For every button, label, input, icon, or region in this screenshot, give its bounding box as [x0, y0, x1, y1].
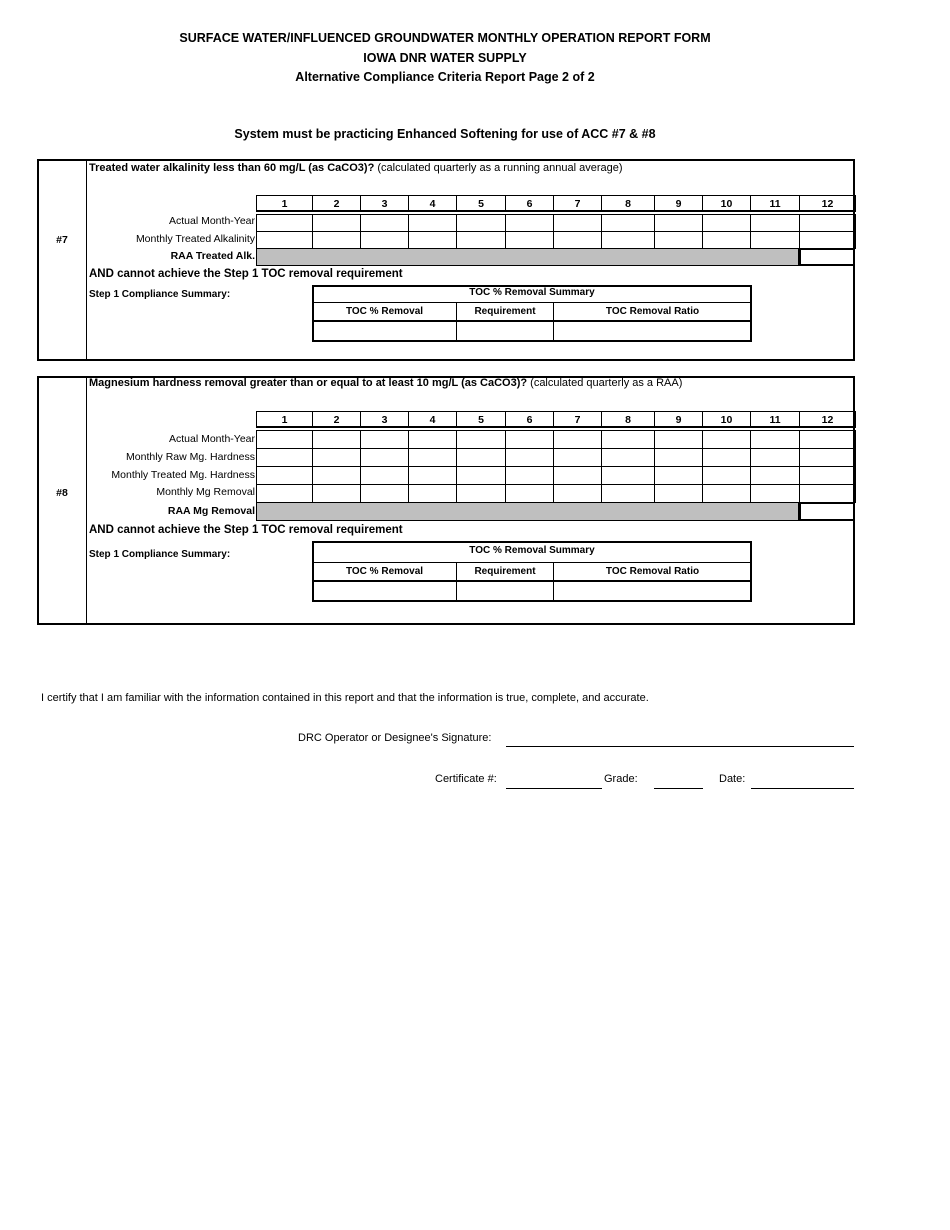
- agency-title: IOWA DNR WATER SUPPLY: [363, 51, 527, 65]
- certification-statement: I certify that I am familiar with the information contained in this report and that the information is true, complete, and accurate.: [41, 692, 649, 704]
- date-field[interactable]: [751, 775, 854, 789]
- acc8-month-header: 2: [312, 411, 361, 428]
- acc7-month-header: 6: [505, 195, 554, 212]
- acc8-input-cell[interactable]: [256, 466, 313, 485]
- acc7-col-toc-removal: TOC % Removal: [345, 306, 424, 317]
- acc8-input-cell[interactable]: [360, 430, 409, 449]
- page-subtitle: Alternative Compliance Criteria Report Page 2 of 2: [295, 70, 595, 84]
- acc7-raa-value[interactable]: [799, 248, 855, 266]
- acc8-input-cell[interactable]: [312, 430, 361, 449]
- acc7-month-header: 12: [799, 195, 856, 212]
- acc8-input-cell[interactable]: [799, 484, 856, 503]
- acc7-col-ratio: TOC Removal Ratio: [605, 306, 700, 317]
- acc8-input-cell[interactable]: [654, 448, 703, 467]
- signature-field[interactable]: [506, 733, 854, 747]
- acc7-input-cell[interactable]: [601, 214, 655, 232]
- acc7-toc-removal-input[interactable]: [314, 323, 455, 340]
- acc8-input-cell[interactable]: [256, 484, 313, 503]
- acc8-month-header: 6: [505, 411, 554, 428]
- acc8-row-treated-mg: Monthly Treated Mg. Hardness: [111, 469, 255, 481]
- acc7-input-cell[interactable]: [750, 214, 800, 232]
- acc8-input-cell[interactable]: [553, 484, 602, 503]
- acc7-month-header: 9: [654, 195, 703, 212]
- acc7-input-cell[interactable]: [312, 214, 361, 232]
- acc8-input-cell[interactable]: [654, 484, 703, 503]
- acc7-ratio-input[interactable]: [555, 323, 750, 340]
- acc8-input-cell[interactable]: [553, 430, 602, 449]
- acc7-month-header: 1: [256, 195, 313, 212]
- acc8-input-cell[interactable]: [456, 448, 506, 467]
- acc8-month-header: 3: [360, 411, 409, 428]
- acc8-col-toc-removal: TOC % Removal: [345, 566, 424, 577]
- acc8-input-cell[interactable]: [312, 448, 361, 467]
- acc8-input-cell[interactable]: [799, 448, 856, 467]
- grade-label: Grade:: [604, 773, 638, 785]
- acc8-input-cell[interactable]: [601, 484, 655, 503]
- acc8-input-cell[interactable]: [654, 466, 703, 485]
- acc8-input-cell[interactable]: [408, 448, 457, 467]
- acc8-step1-label: Step 1 Compliance Summary:: [89, 549, 231, 560]
- acc7-month-header: 4: [408, 195, 457, 212]
- acc7-month-header: 10: [702, 195, 751, 212]
- acc8-title: Magnesium hardness removal greater than or equal to at least 10 mg/L (as CaCO3)? (calculated quarterly as a RAA): [89, 377, 683, 389]
- acc8-input-cell[interactable]: [750, 466, 800, 485]
- acc7-month-header: 8: [601, 195, 655, 212]
- acc8-input-cell[interactable]: [505, 484, 554, 503]
- acc8-and-text: AND cannot achieve the Step 1 TOC removal requirement: [89, 524, 403, 536]
- acc8-row-month-year: Actual Month-Year: [169, 433, 255, 445]
- acc7-id: #7: [56, 234, 68, 246]
- acc7-toc-title: TOC % Removal Summary: [469, 287, 595, 298]
- acc7-raa-shaded: [256, 248, 799, 266]
- acc7-input-cell[interactable]: [702, 231, 751, 249]
- acc7-input-cell[interactable]: [256, 231, 313, 249]
- acc7-input-cell[interactable]: [654, 231, 703, 249]
- acc7-input-cell[interactable]: [256, 214, 313, 232]
- acc7-input-cell[interactable]: [601, 231, 655, 249]
- acc8-toc-removal-input[interactable]: [314, 583, 455, 600]
- acc8-input-cell[interactable]: [654, 430, 703, 449]
- acc7-input-cell[interactable]: [799, 231, 856, 249]
- acc7-title: Treated water alkalinity less than 60 mg/L (as CaCO3)? (calculated quarterly as a running annual average): [89, 162, 623, 174]
- acc7-input-cell[interactable]: [456, 214, 506, 232]
- acc8-input-cell[interactable]: [456, 430, 506, 449]
- acc8-input-cell[interactable]: [750, 484, 800, 503]
- acc8-input-cell[interactable]: [408, 484, 457, 503]
- acc8-month-header: 12: [799, 411, 856, 428]
- acc8-input-cell[interactable]: [702, 448, 751, 467]
- acc7-input-cell[interactable]: [553, 231, 602, 249]
- acc8-input-cell[interactable]: [408, 466, 457, 485]
- certificate-label: Certificate #:: [435, 773, 497, 785]
- signature-label: DRC Operator or Designee's Signature:: [298, 732, 492, 744]
- acc8-month-header: 1: [256, 411, 313, 428]
- acc8-month-header: 7: [553, 411, 602, 428]
- acc8-input-cell[interactable]: [750, 448, 800, 467]
- acc8-ratio-input[interactable]: [555, 583, 750, 600]
- acc8-input-cell[interactable]: [702, 484, 751, 503]
- acc7-input-cell[interactable]: [799, 214, 856, 232]
- acc7-input-cell[interactable]: [505, 214, 554, 232]
- acc8-input-cell[interactable]: [553, 448, 602, 467]
- acc7-row-raa: RAA Treated Alk.: [170, 250, 255, 262]
- acc7-input-cell[interactable]: [553, 214, 602, 232]
- acc8-row-raa: RAA Mg Removal: [167, 505, 255, 517]
- acc8-input-cell[interactable]: [553, 466, 602, 485]
- acc7-input-cell[interactable]: [750, 231, 800, 249]
- enhanced-softening-notice: System must be practicing Enhanced Softening for use of ACC #7 & #8: [234, 127, 656, 141]
- acc8-month-header: 4: [408, 411, 457, 428]
- grade-field[interactable]: [654, 775, 703, 789]
- acc8-raa-value[interactable]: [799, 502, 855, 521]
- acc8-input-cell[interactable]: [601, 430, 655, 449]
- acc8-input-cell[interactable]: [750, 430, 800, 449]
- acc7-step1-label: Step 1 Compliance Summary:: [89, 289, 231, 300]
- acc8-input-cell[interactable]: [799, 430, 856, 449]
- acc8-input-cell[interactable]: [505, 466, 554, 485]
- acc8-input-cell[interactable]: [312, 466, 361, 485]
- acc8-input-cell[interactable]: [256, 448, 313, 467]
- acc7-input-cell[interactable]: [408, 214, 457, 232]
- acc8-col-requirement: Requirement: [474, 566, 536, 577]
- acc8-row-mg-removal: Monthly Mg Removal: [156, 486, 255, 498]
- acc7-input-cell[interactable]: [360, 214, 409, 232]
- acc8-id: #8: [56, 487, 68, 499]
- acc8-month-header: 11: [750, 411, 800, 428]
- acc8-month-grid: [256, 411, 855, 523]
- date-label: Date:: [719, 773, 746, 785]
- acc8-input-cell[interactable]: [505, 430, 554, 449]
- acc7-input-cell[interactable]: [360, 231, 409, 249]
- acc8-input-cell[interactable]: [702, 466, 751, 485]
- acc7-col-requirement: Requirement: [474, 306, 536, 317]
- acc7-input-cell[interactable]: [408, 231, 457, 249]
- acc8-month-header: 10: [702, 411, 751, 428]
- acc7-and-text: AND cannot achieve the Step 1 TOC removal requirement: [89, 268, 403, 280]
- acc8-month-header: 9: [654, 411, 703, 428]
- certificate-field[interactable]: [506, 775, 602, 789]
- acc8-input-cell[interactable]: [360, 466, 409, 485]
- acc8-input-cell[interactable]: [408, 430, 457, 449]
- acc7-input-cell[interactable]: [702, 214, 751, 232]
- acc8-input-cell[interactable]: [601, 466, 655, 485]
- acc8-input-cell[interactable]: [360, 484, 409, 503]
- acc8-input-cell[interactable]: [799, 466, 856, 485]
- acc8-input-cell[interactable]: [312, 484, 361, 503]
- acc7-input-cell[interactable]: [312, 231, 361, 249]
- acc7-input-cell[interactable]: [654, 214, 703, 232]
- acc8-col-ratio: TOC Removal Ratio: [605, 566, 700, 577]
- acc7-row-treated-alk: Monthly Treated Alkalinity: [135, 233, 255, 245]
- acc7-row-month-year: Actual Month-Year: [169, 215, 255, 227]
- acc8-month-header: 5: [456, 411, 506, 428]
- acc8-requirement-input[interactable]: [458, 583, 552, 600]
- acc8-input-cell[interactable]: [601, 448, 655, 467]
- acc7-requirement-input[interactable]: [458, 323, 552, 340]
- acc8-row-raw-mg: Monthly Raw Mg. Hardness: [126, 451, 255, 463]
- acc8-input-cell[interactable]: [360, 448, 409, 467]
- acc7-input-cell[interactable]: [505, 231, 554, 249]
- acc7-month-header: 3: [360, 195, 409, 212]
- acc7-month-header: 11: [750, 195, 800, 212]
- acc8-raa-shaded: [256, 502, 799, 521]
- acc8-toc-title: TOC % Removal Summary: [469, 545, 595, 556]
- acc8-input-cell[interactable]: [702, 430, 751, 449]
- acc7-month-header: 7: [553, 195, 602, 212]
- acc7-month-grid: [256, 195, 855, 268]
- acc8-input-cell[interactable]: [456, 466, 506, 485]
- acc8-input-cell[interactable]: [505, 448, 554, 467]
- acc7-month-header: 2: [312, 195, 361, 212]
- form-title: SURFACE WATER/INFLUENCED GROUNDWATER MONTHLY OPERATION REPORT FORM: [179, 31, 711, 45]
- acc7-input-cell[interactable]: [456, 231, 506, 249]
- acc8-input-cell[interactable]: [456, 484, 506, 503]
- acc8-input-cell[interactable]: [256, 430, 313, 449]
- acc7-month-header: 5: [456, 195, 506, 212]
- acc8-month-header: 8: [601, 411, 655, 428]
